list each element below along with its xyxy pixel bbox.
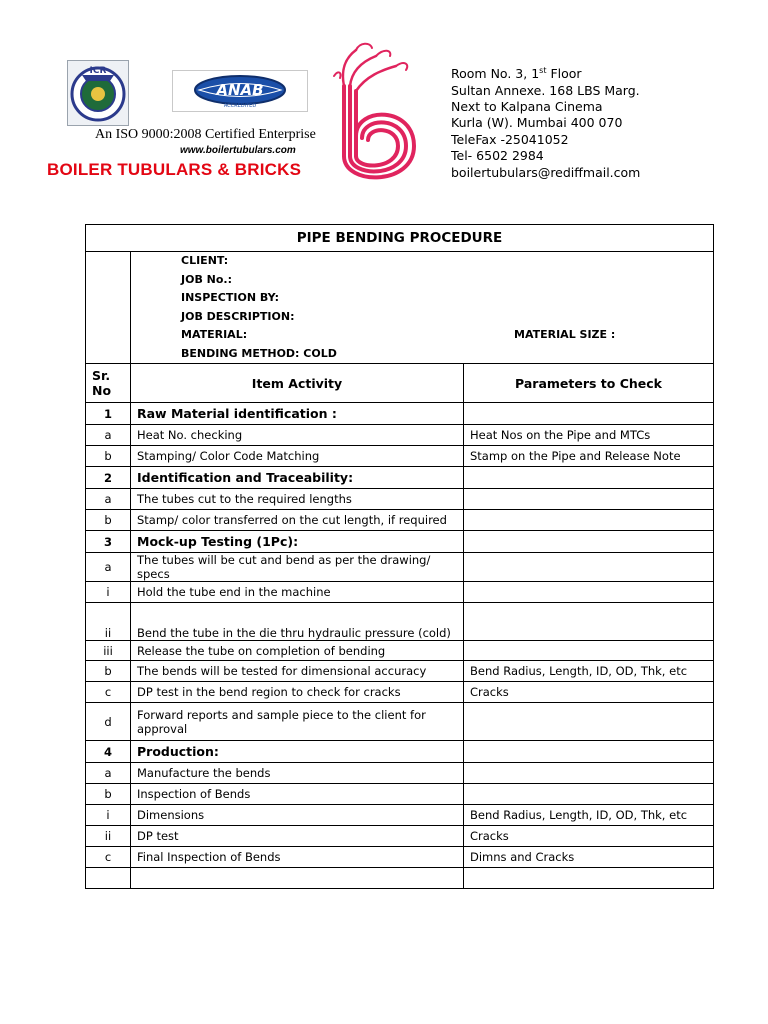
telephone-line: Tel- 6502 2984 bbox=[451, 148, 544, 164]
row-item-activity: DP test in the bend region to check for cracks bbox=[131, 682, 464, 703]
row-item-activity: Release the tube on completion of bending bbox=[131, 641, 464, 661]
svg-text:ACCREDITED: ACCREDITED bbox=[223, 103, 257, 109]
row-item-activity: Mock-up Testing (1Pc): bbox=[131, 531, 464, 553]
column-header-parameters: Parameters to Check bbox=[464, 364, 714, 403]
procedure-row bbox=[86, 868, 714, 889]
row-sr-no: 2 bbox=[86, 467, 131, 489]
row-sr-no: c bbox=[86, 682, 131, 703]
icr-certification-logo bbox=[67, 60, 129, 126]
row-item-activity: Bend the tube in the die thru hydraulic pressure (cold) bbox=[131, 603, 464, 641]
row-parameters: Stamp on the Pipe and Release Note bbox=[464, 446, 714, 467]
procedure-row bbox=[86, 553, 714, 582]
procedure-row bbox=[86, 784, 714, 805]
row-sr-no: 4 bbox=[86, 741, 131, 763]
row-parameters: Heat Nos on the Pipe and MTCs bbox=[464, 425, 714, 446]
row-item-activity: Stamping/ Color Code Matching bbox=[131, 446, 464, 467]
material-size-field-label: MATERIAL SIZE : bbox=[514, 328, 616, 341]
procedure-row bbox=[86, 510, 714, 531]
address-line: Next to Kalpana Cinema bbox=[451, 98, 603, 114]
row-sr-no: 3 bbox=[86, 531, 131, 553]
row-sr-no: ii bbox=[86, 603, 131, 641]
row-sr-no: b bbox=[86, 661, 131, 682]
row-sr-no: b bbox=[86, 446, 131, 467]
job-description-field-label: JOB DESCRIPTION: bbox=[181, 309, 295, 323]
row-item-activity: Forward reports and sample piece to the client for approval bbox=[131, 703, 464, 741]
address-room-line: Room No. 3, 1st Floor bbox=[451, 66, 582, 82]
procedure-row bbox=[86, 582, 714, 603]
row-item-activity: Inspection of Bends bbox=[131, 784, 464, 805]
row-parameters bbox=[464, 868, 714, 889]
row-parameters bbox=[464, 467, 714, 489]
address-line: Sultan Annexe. 168 LBS Marg. bbox=[451, 82, 640, 98]
row-item-activity: The tubes cut to the required lengths bbox=[131, 489, 464, 510]
row-sr-no: i bbox=[86, 805, 131, 826]
row-sr-no: c bbox=[86, 847, 131, 868]
row-parameters bbox=[464, 641, 714, 661]
pipe-bending-procedure-table bbox=[85, 224, 714, 889]
procedure-row bbox=[86, 805, 714, 826]
row-parameters bbox=[464, 763, 714, 784]
row-parameters bbox=[464, 784, 714, 805]
client-field-label: CLIENT: bbox=[181, 254, 229, 267]
row-parameters bbox=[464, 489, 714, 510]
row-parameters: Cracks bbox=[464, 826, 714, 847]
row-parameters bbox=[464, 510, 714, 531]
row-parameters: Bend Radius, Length, ID, OD, Thk, etc bbox=[464, 805, 714, 826]
row-sr-no: ii bbox=[86, 826, 131, 847]
form-title: PIPE BENDING PROCEDURE bbox=[86, 225, 714, 252]
procedure-rows bbox=[86, 403, 714, 889]
row-parameters bbox=[464, 741, 714, 763]
procedure-row bbox=[86, 403, 714, 425]
anab-accredited-logo bbox=[172, 70, 308, 112]
procedure-row bbox=[86, 531, 714, 553]
row-sr-no: b bbox=[86, 784, 131, 805]
job-info-block bbox=[131, 252, 714, 364]
company-address bbox=[451, 63, 751, 179]
procedure-row bbox=[86, 489, 714, 510]
letterhead bbox=[0, 0, 768, 200]
row-item-activity: DP test bbox=[131, 826, 464, 847]
row-parameters bbox=[464, 553, 714, 582]
procedure-row bbox=[86, 446, 714, 467]
info-blank-cell bbox=[86, 252, 131, 364]
row-sr-no: 1 bbox=[86, 403, 131, 425]
column-header-sr-no: Sr. No bbox=[86, 364, 131, 403]
row-sr-no: a bbox=[86, 553, 131, 582]
row-parameters bbox=[464, 703, 714, 741]
iso-certification-text: An ISO 9000:2008 Certified Enterprise bbox=[95, 127, 316, 142]
row-sr-no: a bbox=[86, 425, 131, 446]
procedure-row bbox=[86, 425, 714, 446]
row-parameters bbox=[464, 603, 714, 641]
row-item-activity bbox=[131, 868, 464, 889]
row-sr-no: b bbox=[86, 510, 131, 531]
email-line: boilertubulars@rediffmail.com bbox=[451, 164, 641, 179]
row-parameters: Bend Radius, Length, ID, OD, Thk, etc bbox=[464, 661, 714, 682]
row-item-activity: Identification and Traceability: bbox=[131, 467, 464, 489]
procedure-row bbox=[86, 763, 714, 784]
row-sr-no: a bbox=[86, 489, 131, 510]
svg-text:ANAB: ANAB bbox=[216, 81, 264, 99]
column-header-item-activity: Item Activity bbox=[131, 364, 464, 403]
material-field-label: MATERIAL: bbox=[181, 328, 248, 341]
procedure-row bbox=[86, 603, 714, 641]
row-item-activity: Manufacture the bends bbox=[131, 763, 464, 784]
row-item-activity: Stamp/ color transferred on the cut length, if required bbox=[131, 510, 464, 531]
row-parameters bbox=[464, 531, 714, 553]
telefax-line: TeleFax -25041052 bbox=[451, 131, 569, 147]
row-parameters: Cracks bbox=[464, 682, 714, 703]
procedure-row bbox=[86, 661, 714, 682]
company-website: www.boilertubulars.com bbox=[180, 145, 296, 156]
procedure-row bbox=[86, 741, 714, 763]
svg-text:ICR: ICR bbox=[89, 66, 107, 76]
procedure-row bbox=[86, 847, 714, 868]
row-parameters bbox=[464, 582, 714, 603]
row-item-activity: Production: bbox=[131, 741, 464, 763]
row-sr-no: d bbox=[86, 703, 131, 741]
row-item-activity: The bends will be tested for dimensional accuracy bbox=[131, 661, 464, 682]
company-name: BOILER TUBULARS & BRICKS bbox=[47, 160, 302, 179]
row-sr-no bbox=[86, 868, 131, 889]
row-item-activity: Dimensions bbox=[131, 805, 464, 826]
row-item-activity: The tubes will be cut and bend as per the drawing/ specs bbox=[131, 553, 464, 582]
inspection-by-field-label: INSPECTION BY: bbox=[181, 291, 280, 304]
row-sr-no: iii bbox=[86, 641, 131, 661]
row-sr-no: a bbox=[86, 763, 131, 784]
row-parameters bbox=[464, 403, 714, 425]
procedure-row bbox=[86, 641, 714, 661]
procedure-row bbox=[86, 467, 714, 489]
address-line: Kurla (W). Mumbai 400 070 bbox=[451, 115, 623, 131]
bending-method-field-label: BENDING METHOD: COLD bbox=[181, 346, 337, 360]
row-item-activity: Heat No. checking bbox=[131, 425, 464, 446]
procedure-row bbox=[86, 826, 714, 847]
row-parameters: Dimns and Cracks bbox=[464, 847, 714, 868]
procedure-row bbox=[86, 703, 714, 741]
procedure-row bbox=[86, 682, 714, 703]
row-item-activity: Raw Material identification : bbox=[131, 403, 464, 425]
company-b-logo bbox=[326, 36, 424, 186]
row-item-activity: Hold the tube end in the machine bbox=[131, 582, 464, 603]
row-sr-no: i bbox=[86, 582, 131, 603]
row-item-activity: Final Inspection of Bends bbox=[131, 847, 464, 868]
job-no-field-label: JOB No.: bbox=[181, 272, 232, 286]
